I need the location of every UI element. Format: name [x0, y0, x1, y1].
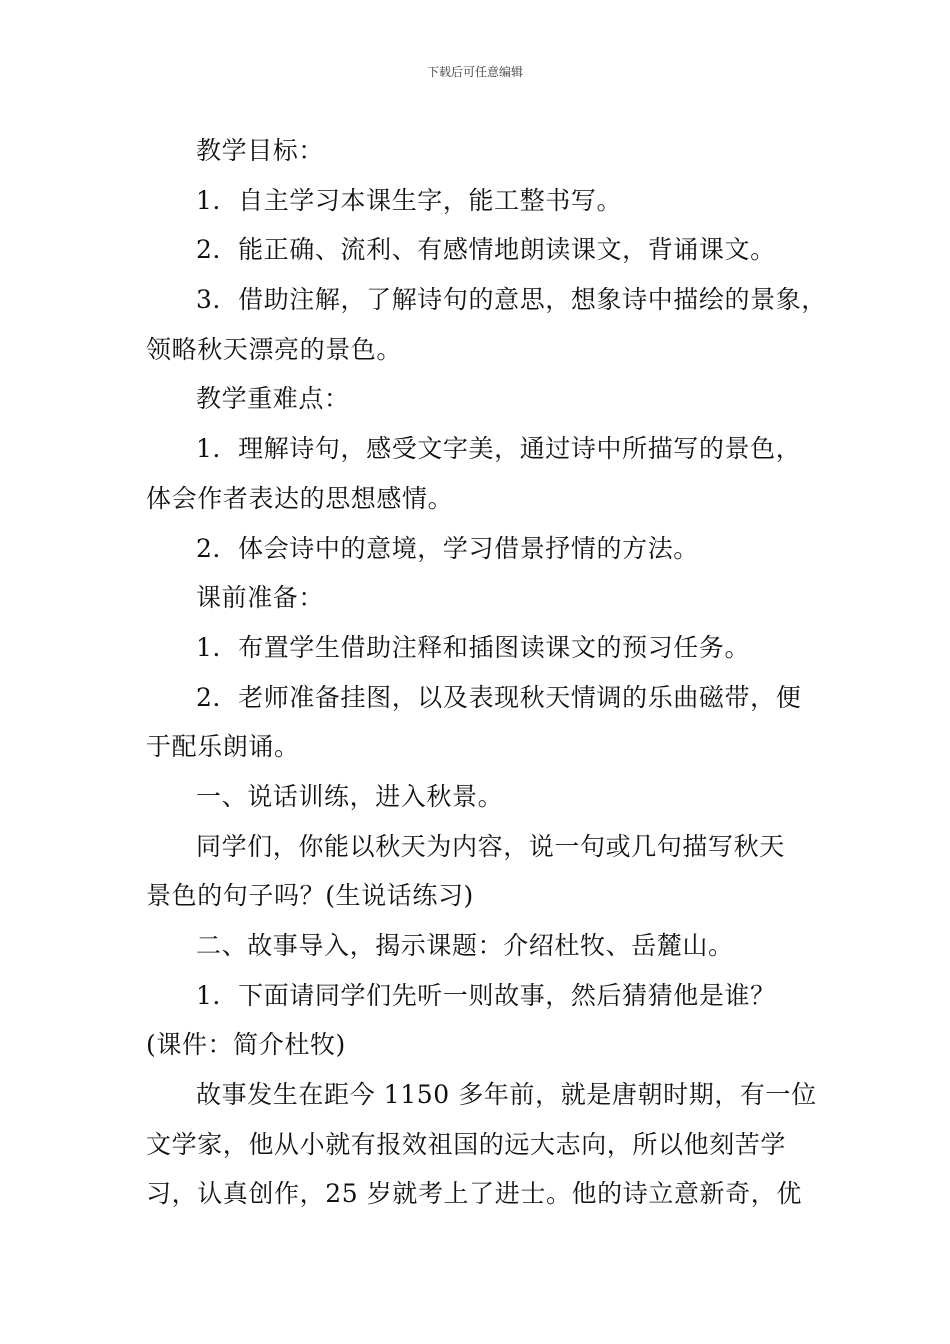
paragraph-line: 3．借助注解，了解诗句的意思，想象诗中描绘的景象， — [196, 285, 827, 315]
paragraph-line: 1．自主学习本课生字，能工整书写。 — [196, 185, 623, 215]
paragraph-line: 2．老师准备挂图，以及表现秋天情调的乐曲磁带，便 — [196, 682, 802, 712]
paragraph-line: 文学家，他从小就有报效祖国的远大志向，所以他刻苦学 — [146, 1129, 787, 1159]
paragraph-line: 于配乐朗诵。 — [146, 732, 300, 762]
page-header-note: 下载后可任意编辑 — [426, 65, 523, 79]
paragraph-line: 体会作者表达的思想感情。 — [146, 483, 454, 513]
paragraph-line: 一、说话训练，进入秋景。 — [196, 781, 504, 811]
paragraph-line: 习，认真创作，25 岁就考上了进士。他的诗立意新奇，优 — [146, 1179, 802, 1209]
paragraph-line: 教学目标： — [196, 136, 325, 165]
paragraph-line: 景色的句子吗？(生说话练习) — [146, 881, 474, 911]
paragraph-line: 2．能正确、流利、有感情地朗读课文，背诵课文。 — [196, 235, 776, 265]
paragraph-line: 教学重难点： — [196, 384, 350, 414]
paragraph-line: 1．理解诗句，感受文字美，通过诗中所描写的景色， — [196, 434, 802, 464]
paragraph-line: (课件：简介杜牧) — [146, 1030, 346, 1060]
paragraph-line: 1．下面请同学们先听一则故事，然后猜猜他是谁？ — [196, 980, 776, 1010]
paragraph-line: 同学们，你能以秋天为内容，说一句或几句描写秋天 — [196, 831, 785, 861]
document-body — [146, 126, 827, 1219]
paragraph-line: 课前准备： — [196, 583, 325, 613]
paragraph-line: 2．体会诗中的意境，学习借景抒情的方法。 — [196, 533, 699, 563]
paragraph-line: 二、故事导入，揭示课题：介绍杜牧、岳麓山。 — [196, 931, 734, 960]
paragraph-line: 领略秋天漂亮的景色。 — [146, 334, 403, 364]
paragraph-line: 故事发生在距今 1150 多年前，就是唐朝时期，有一位 — [196, 1080, 817, 1110]
paragraph-line: 1．布置学生借助注释和插图读课文的预习任务。 — [196, 632, 751, 662]
